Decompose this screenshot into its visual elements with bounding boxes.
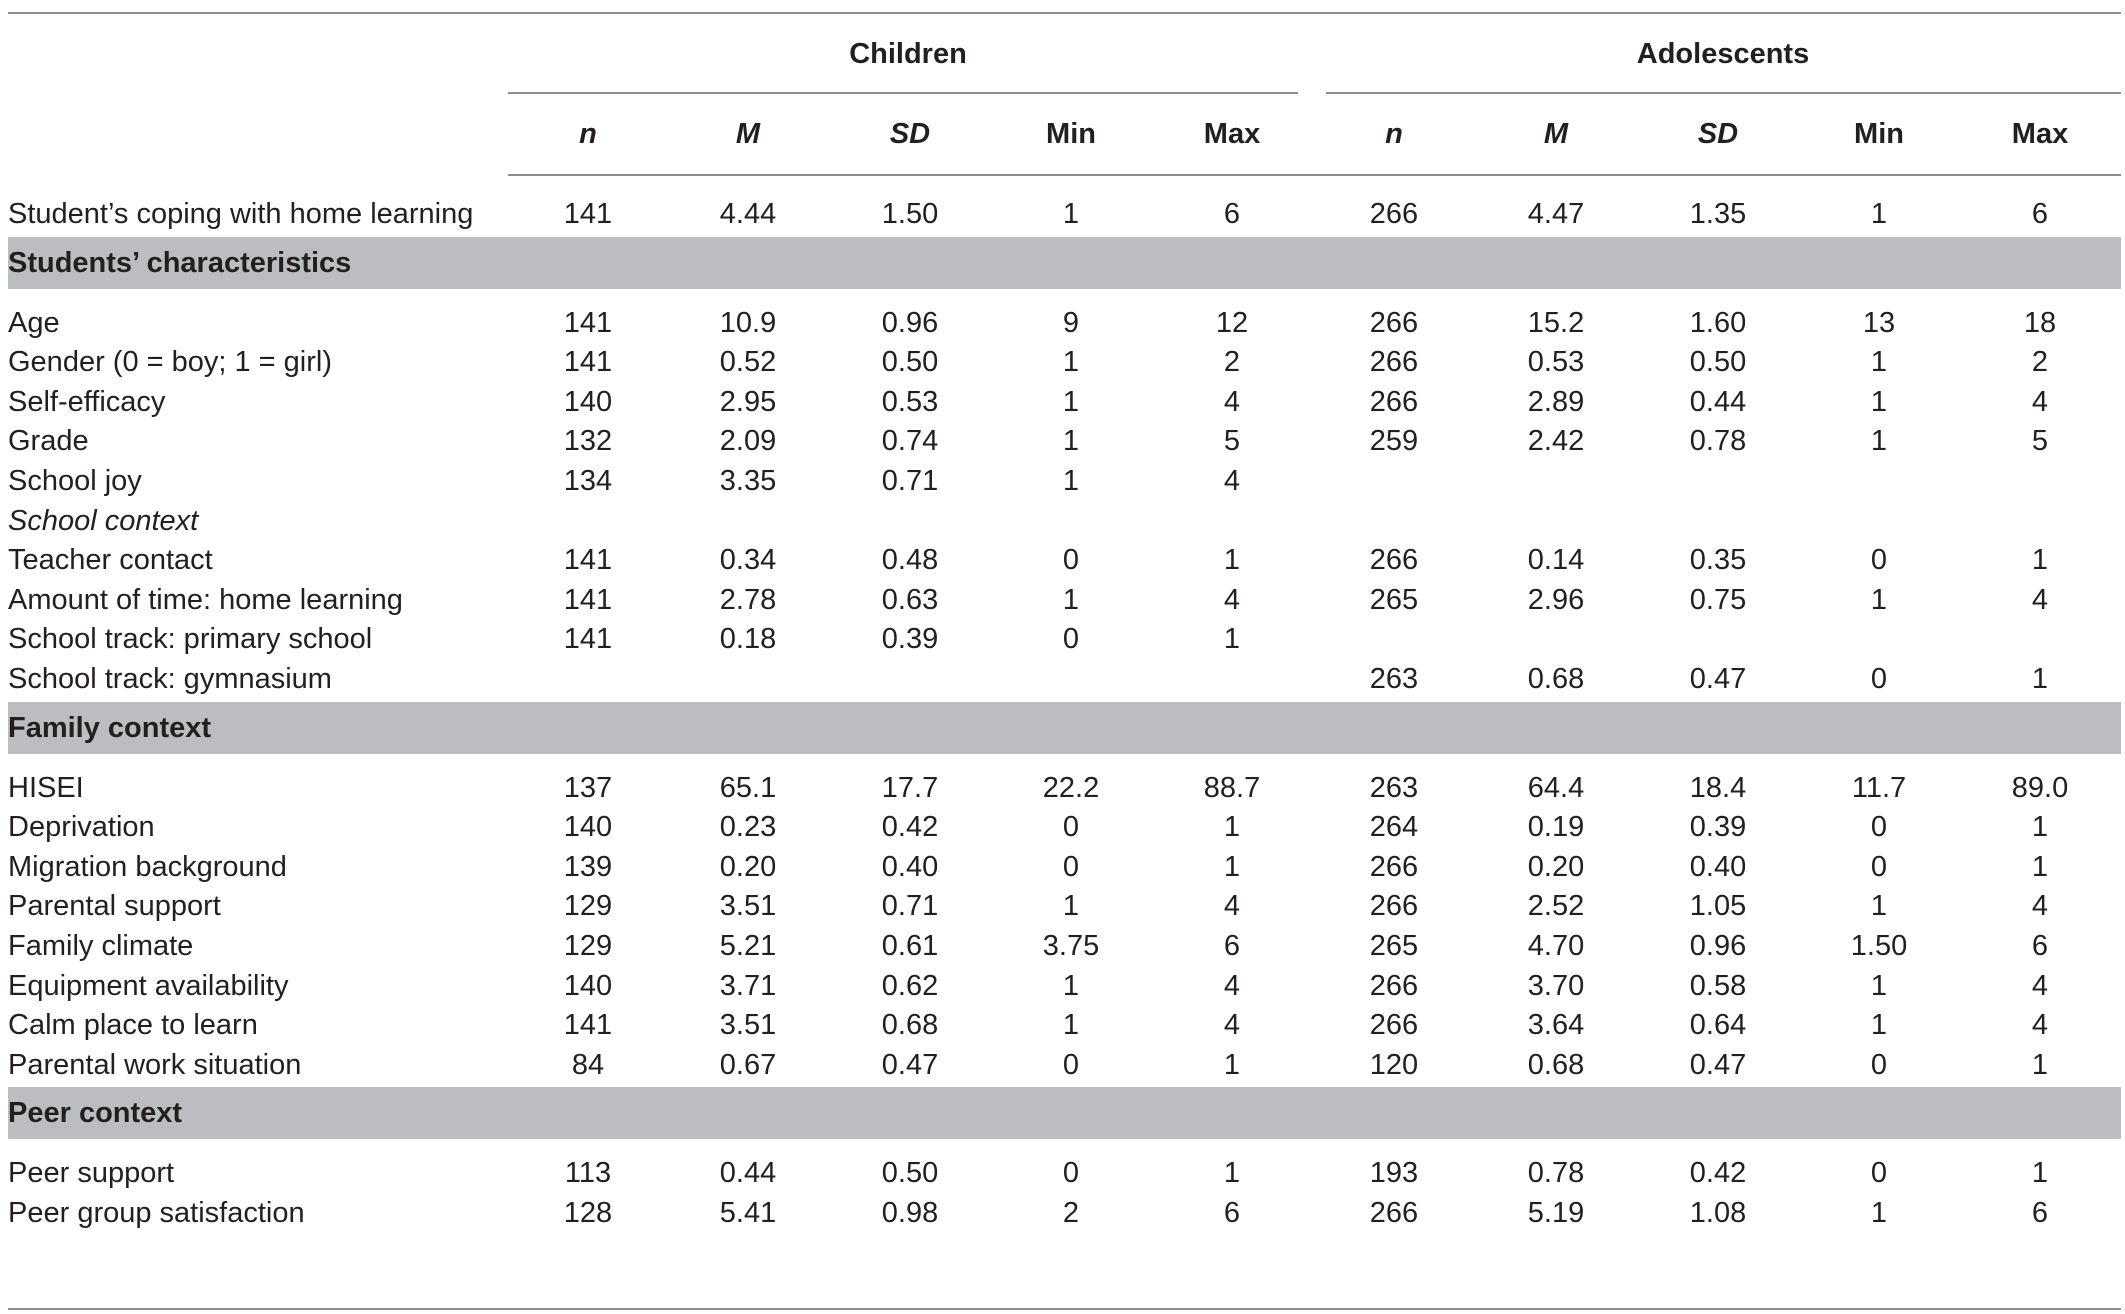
table-cell: 0	[1870, 1157, 1888, 1190]
table-cell: 6	[1223, 930, 1241, 962]
table-cell: 128	[563, 1197, 613, 1229]
row-label: School track: gymnasium	[8, 663, 332, 695]
row-label: Peer group satisfaction	[8, 1197, 305, 1229]
table-cell: 1	[1223, 623, 1241, 656]
table-cell: 3.70	[1527, 969, 1585, 1002]
section-header	[8, 1087, 2121, 1139]
table-cell: 4.47	[1527, 198, 1585, 230]
row-label: HISEI	[8, 771, 84, 804]
table-cell: 1	[2031, 850, 2049, 883]
table-cell: 18.4	[1689, 771, 1747, 804]
table-cell: 266	[1369, 850, 1419, 883]
column-header: n	[579, 118, 597, 150]
row-label: Student’s coping with home learning	[8, 198, 474, 230]
table-cell: 0.62	[881, 969, 939, 1002]
table-cell: 65.1	[719, 771, 777, 804]
table-cell: 0	[1062, 1048, 1080, 1081]
row-label: Parental work situation	[8, 1048, 302, 1081]
table-cell: 1.08	[1689, 1197, 1747, 1229]
table-cell: 0.71	[881, 890, 939, 923]
table-cell: 1	[1062, 465, 1080, 497]
table-cell: 4	[1223, 1009, 1241, 1042]
table-cell: 129	[563, 890, 613, 923]
table-cell: 1	[1062, 583, 1080, 616]
table-cell: 2.78	[719, 583, 777, 616]
table-cell: 3.35	[719, 465, 777, 497]
row-label: Gender (0 = boy; 1 = girl)	[8, 346, 332, 379]
table-cell: 2.95	[719, 385, 777, 418]
row-label: Calm place to learn	[8, 1009, 258, 1042]
row-label: Amount of time: home learning	[8, 583, 403, 616]
table-cell: 2.09	[719, 425, 777, 458]
table-cell: 0	[1870, 544, 1888, 577]
table-cell: 266	[1369, 544, 1419, 577]
table-cell: 0.50	[1689, 346, 1747, 379]
table-cell: 0.14	[1527, 544, 1585, 577]
table-cell: 0.78	[1689, 425, 1747, 458]
table-cell: 1.50	[881, 198, 939, 230]
row-label: Migration background	[8, 850, 287, 883]
table-cell: 0.71	[881, 465, 939, 497]
table-cell: 140	[563, 385, 613, 418]
section-header	[8, 702, 2121, 754]
table-cell: 13	[1862, 306, 1896, 339]
table-cell: 141	[563, 544, 613, 577]
adolescents-underline	[1326, 92, 2121, 94]
table-cell: 134	[563, 465, 613, 497]
table-cell: 15.2	[1527, 306, 1585, 339]
table-row	[8, 926, 2121, 966]
table-cell: 4.70	[1527, 930, 1585, 962]
table-cell: 139	[563, 850, 613, 883]
table-cell: 141	[563, 346, 613, 379]
table-cell: 3.64	[1527, 1009, 1585, 1042]
table-cell: 1	[1870, 425, 1888, 458]
table-cell: 10.9	[719, 306, 777, 339]
table-cell: 137	[563, 771, 613, 804]
row-label: Equipment availability	[8, 969, 289, 1002]
row-label: Parental support	[8, 890, 221, 923]
table-row	[8, 886, 2121, 926]
table-cell: 141	[563, 306, 613, 339]
table-cell: 0.68	[1527, 1048, 1585, 1081]
table-row	[8, 659, 2121, 699]
column-header: M	[735, 118, 761, 150]
table-row	[8, 194, 2121, 234]
table-cell: 1	[2031, 1048, 2049, 1081]
table-cell: 4	[1223, 890, 1241, 923]
table-row	[8, 540, 2121, 580]
table-cell: 0.58	[1689, 969, 1747, 1002]
table-cell: 0	[1870, 1048, 1888, 1081]
table-cell: 113	[564, 1157, 612, 1190]
row-label: Grade	[8, 425, 89, 458]
row-label: School track: primary school	[8, 623, 373, 656]
table-cell: 0.44	[719, 1157, 777, 1190]
table-cell: 6	[2031, 198, 2049, 230]
table-cell: 0.35	[1689, 544, 1747, 577]
top-rule	[8, 12, 2121, 14]
table-cell: 0.98	[881, 1197, 939, 1229]
table-cell: 6	[1223, 198, 1241, 230]
row-label: Self-efficacy	[8, 385, 166, 418]
column-header: Max	[2011, 118, 2069, 150]
table-cell: 6	[2031, 930, 2049, 962]
table-cell: 263	[1369, 663, 1419, 695]
table-cell: 0.47	[1689, 663, 1747, 695]
table-cell: 4.44	[719, 198, 777, 230]
table-cell: 3.51	[719, 1009, 777, 1042]
column-header: Min	[1854, 118, 1904, 150]
table-cell: 0.39	[881, 623, 939, 656]
table-cell: 259	[1369, 425, 1419, 458]
table-row	[8, 1193, 2121, 1233]
group-header-children: Children	[849, 38, 967, 70]
table-cell: 1	[1062, 425, 1080, 458]
table-row	[8, 1153, 2121, 1193]
table-cell: 120	[1369, 1048, 1419, 1081]
table-cell: 3.51	[719, 890, 777, 923]
table-cell: 265	[1369, 583, 1419, 616]
table-row	[8, 768, 2121, 808]
table-cell: 0	[1062, 544, 1080, 577]
table-cell: 1	[2031, 1157, 2049, 1190]
table-cell: 266	[1369, 306, 1419, 339]
table-cell: 0.50	[881, 346, 939, 379]
table-cell: 1	[1870, 583, 1888, 616]
table-cell: 0	[1062, 811, 1080, 844]
table-cell: 141	[563, 583, 613, 616]
table-cell: 1	[2031, 544, 2049, 577]
table-cell: 64.4	[1527, 771, 1585, 804]
column-header: Max	[1203, 118, 1261, 150]
bottom-rule	[8, 1308, 2121, 1310]
table-cell: 1	[1223, 544, 1241, 577]
section-label: Peer context	[8, 1097, 183, 1130]
table-cell: 0.40	[1689, 850, 1747, 883]
table-cell: 5	[1223, 425, 1241, 458]
table-cell: 84	[571, 1048, 605, 1081]
table-cell: 4	[2031, 583, 2049, 616]
table-cell: 5	[2031, 425, 2049, 458]
table-cell: 266	[1369, 1009, 1419, 1042]
table-cell: 1.60	[1689, 306, 1747, 339]
table-cell: 1	[1062, 969, 1080, 1002]
table-cell: 0.48	[881, 544, 939, 577]
table-cell: 0.68	[1527, 663, 1585, 695]
table-cell: 2	[1223, 346, 1241, 379]
table-cell: 22.2	[1042, 771, 1100, 804]
section-header	[8, 237, 2121, 289]
row-label: School context	[8, 504, 199, 537]
table-cell: 17.7	[881, 771, 939, 804]
table-cell: 1	[1223, 811, 1241, 844]
table-cell: 1	[1223, 1048, 1241, 1081]
table-cell: 89.0	[2011, 771, 2069, 804]
table-cell: 266	[1369, 1197, 1419, 1229]
table-cell: 11.7	[1851, 771, 1907, 804]
table-cell: 0.53	[1527, 346, 1585, 379]
table-cell: 1	[2031, 811, 2049, 844]
table-cell: 2	[2031, 346, 2049, 379]
table-row	[8, 342, 2121, 382]
table-cell: 266	[1369, 969, 1419, 1002]
row-label: Family climate	[8, 930, 194, 962]
table-cell: 4	[1223, 465, 1241, 497]
table-cell: 265	[1369, 930, 1419, 962]
header-rule	[508, 174, 2121, 176]
table-row	[8, 1005, 2121, 1045]
table-row	[8, 382, 2121, 422]
table-cell: 140	[563, 969, 613, 1002]
table-cell: 1	[1062, 385, 1080, 418]
table-row	[8, 1045, 2121, 1085]
table-cell: 2.42	[1527, 425, 1585, 458]
table-cell: 0.61	[881, 930, 939, 962]
table-cell: 141	[563, 1009, 613, 1042]
table-cell: 264	[1369, 811, 1419, 844]
table-cell: 266	[1369, 385, 1419, 418]
table-cell: 2.96	[1527, 583, 1585, 616]
row-label: Teacher contact	[8, 544, 213, 577]
column-header: M	[1543, 118, 1569, 150]
table-row	[8, 580, 2121, 620]
table-row	[8, 966, 2121, 1006]
table-cell: 193	[1369, 1157, 1419, 1190]
table-cell: 0.23	[719, 811, 777, 844]
table-row	[8, 807, 2121, 847]
table-cell: 1.05	[1689, 890, 1747, 923]
table-cell: 0.44	[1689, 385, 1747, 418]
column-header: SD	[889, 118, 931, 150]
table-cell: 1	[1870, 1197, 1888, 1229]
table-cell: 2.89	[1527, 385, 1585, 418]
table-cell: 266	[1369, 890, 1419, 923]
column-header: Min	[1046, 118, 1096, 150]
table-cell: 0.20	[1527, 850, 1585, 883]
children-underline	[508, 92, 1298, 94]
table-cell: 1.35	[1689, 198, 1747, 230]
table-cell: 6	[1223, 1197, 1241, 1229]
table-cell: 5.41	[719, 1197, 777, 1229]
table-cell: 263	[1369, 771, 1419, 804]
table-cell: 0.63	[881, 583, 939, 616]
table-cell: 0	[1062, 1157, 1080, 1190]
table-cell: 0.52	[719, 346, 777, 379]
table-cell: 5.19	[1527, 1197, 1585, 1229]
table-cell: 0.47	[881, 1048, 939, 1081]
table-cell: 140	[563, 811, 613, 844]
table-cell: 0.39	[1689, 811, 1747, 844]
row-label: School joy	[8, 465, 142, 497]
column-header: SD	[1697, 118, 1739, 150]
table-cell: 141	[563, 198, 613, 230]
table-cell: 0	[1870, 811, 1888, 844]
table-cell: 5.21	[719, 930, 777, 962]
table-cell: 0.20	[719, 850, 777, 883]
table-cell: 3.71	[719, 969, 777, 1002]
table-cell: 0.78	[1527, 1157, 1585, 1190]
table-cell: 0	[1062, 623, 1080, 656]
table-cell: 4	[2031, 969, 2049, 1002]
table-cell: 12	[1215, 306, 1249, 339]
table-row	[8, 303, 2121, 343]
table-cell: 6	[2031, 1197, 2049, 1229]
table-cell: 0.50	[881, 1157, 939, 1190]
column-header: n	[1385, 118, 1403, 150]
table-cell: 266	[1369, 198, 1419, 230]
table-row	[8, 461, 2121, 501]
table-cell: 0.42	[1689, 1157, 1747, 1190]
row-label: Deprivation	[8, 811, 155, 844]
table-cell: 0.68	[881, 1009, 939, 1042]
table-cell: 0.40	[881, 850, 939, 883]
table-row	[8, 421, 2121, 461]
table-cell: 0.96	[1689, 930, 1747, 962]
table-cell: 132	[563, 425, 613, 458]
table-cell: 1	[1870, 198, 1888, 230]
table-cell: 18	[2023, 306, 2057, 339]
table-cell: 266	[1369, 346, 1419, 379]
section-label: Family context	[8, 711, 212, 744]
table-row	[8, 847, 2121, 887]
table-cell: 1	[1870, 1009, 1888, 1042]
table-cell: 2	[1062, 1197, 1080, 1229]
table-cell: 1	[1062, 346, 1080, 379]
table-cell: 129	[563, 930, 613, 962]
table-cell: 2.52	[1527, 890, 1585, 923]
table-cell: 0.19	[1527, 811, 1585, 844]
table-cell: 0.74	[881, 425, 939, 458]
table-cell: 1	[1870, 385, 1888, 418]
table-row	[8, 619, 2121, 659]
table-cell: 1	[1223, 850, 1241, 883]
table-cell: 0.47	[1689, 1048, 1747, 1081]
table-cell: 4	[2031, 385, 2049, 418]
table-cell: 1	[1870, 890, 1888, 923]
table-cell: 0	[1870, 850, 1888, 883]
table-cell: 0.42	[881, 811, 939, 844]
table-cell: 1	[1062, 198, 1080, 230]
table-row	[8, 501, 2121, 541]
table-cell: 0	[1062, 850, 1080, 883]
table-cell: 1	[2031, 663, 2049, 695]
table-cell: 1	[1062, 1009, 1080, 1042]
table-cell: 4	[2031, 890, 2049, 923]
table-cell: 88.7	[1203, 771, 1261, 804]
group-header-adolescents: Adolescents	[1636, 38, 1810, 70]
table-cell: 4	[1223, 969, 1241, 1002]
table-cell: 0.53	[881, 385, 939, 418]
table-cell: 0.96	[881, 306, 939, 339]
table-cell: 1.50	[1850, 930, 1908, 962]
table-cell: 4	[1223, 583, 1241, 616]
table-cell: 1	[1223, 1157, 1241, 1190]
section-label: Students’ characteristics	[8, 246, 352, 279]
table-cell: 9	[1062, 306, 1080, 339]
table-cell: 1	[1062, 890, 1080, 923]
table-cell: 0.67	[719, 1048, 777, 1081]
table-cell: 0.34	[719, 544, 777, 577]
table-cell: 1	[1870, 969, 1888, 1002]
table-cell: 0	[1870, 663, 1888, 695]
table-cell: 141	[563, 623, 613, 656]
table-cell: 4	[1223, 385, 1241, 418]
table-cell: 3.75	[1042, 930, 1100, 962]
table-cell: 4	[2031, 1009, 2049, 1042]
table-cell: 0.64	[1689, 1009, 1747, 1042]
table-cell: 0.75	[1689, 583, 1747, 616]
row-label: Age	[8, 306, 60, 339]
table-cell: 0.18	[719, 623, 777, 656]
row-label: Peer support	[8, 1157, 175, 1190]
table-cell: 1	[1870, 346, 1888, 379]
